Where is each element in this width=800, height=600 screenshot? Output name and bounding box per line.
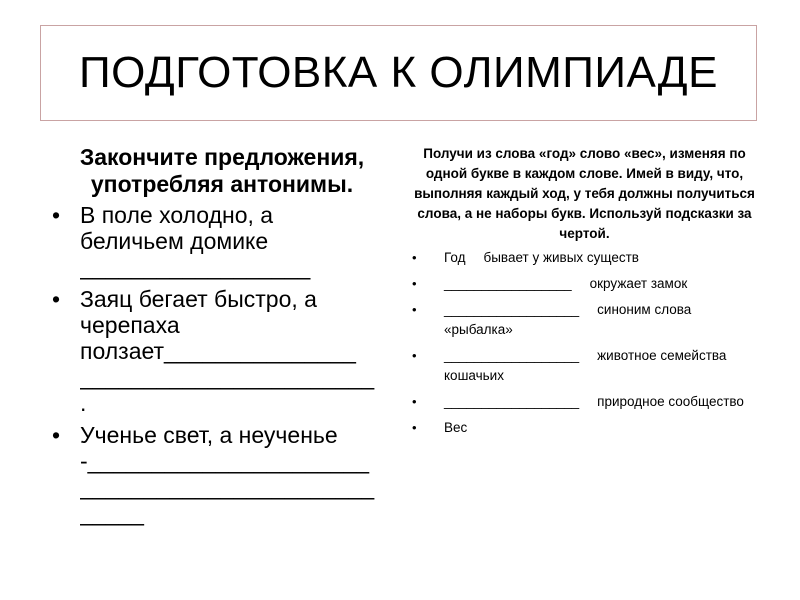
ladder-blank: __________________ <box>444 302 580 317</box>
bullet-icon: • <box>52 202 61 228</box>
item-line: Заяц бегает быстро, а <box>80 286 317 312</box>
left-heading: Закончите предложения, употребляя антонимы. <box>79 144 365 197</box>
ladder-word: Вес <box>444 420 468 435</box>
ladder-hint: окружает замок <box>589 276 688 291</box>
list-item <box>412 346 757 386</box>
list-item <box>52 286 392 416</box>
ladder-word: Год <box>444 250 466 265</box>
answer-blank: __________________ <box>80 254 311 280</box>
bullet-icon: • <box>412 348 417 363</box>
answer-blank: _____ <box>80 500 144 526</box>
list-item <box>412 392 757 412</box>
item-line: В поле холодно, а <box>80 202 274 228</box>
ladder-blank: __________________ <box>444 348 580 363</box>
bullet-icon: • <box>412 276 417 291</box>
ladder-hint: животное семейства кошачьих <box>444 348 727 383</box>
answer-blank: ползает_______________ <box>80 338 356 364</box>
left-column <box>52 144 392 532</box>
bullet-icon: • <box>412 394 417 409</box>
bullet-icon: • <box>412 250 417 265</box>
word-ladder-list <box>412 248 757 438</box>
answer-blank: -______________________ <box>80 448 370 474</box>
list-item <box>52 202 392 280</box>
answer-blank: _______________________ <box>80 364 375 390</box>
bullet-icon: • <box>52 286 61 312</box>
list-item <box>412 248 757 268</box>
list-item <box>412 274 757 294</box>
item-line: беличьем домике <box>80 228 269 254</box>
bullet-icon: • <box>52 422 61 448</box>
ladder-hint: бывает у живых существ <box>483 250 639 265</box>
ladder-blank: __________________ <box>444 394 580 409</box>
item-line: черепаха <box>80 312 180 338</box>
ladder-blank: _________________ <box>444 276 572 291</box>
task-instructions: Получи из слова «год» слово «вес», изменяя по одной букве в каждом слове. Имей в виду, что, выполняя каждый ход, у тебя должны получиться слова, а не наборы букв. Используй подсказки за чертой. <box>414 146 755 241</box>
item-line: . <box>80 390 87 416</box>
answer-blank: _______________________ <box>80 474 375 500</box>
item-line: Ученье свет, а неученье <box>80 422 338 448</box>
ladder-hint: синоним слова «рыбалка» <box>444 302 692 337</box>
bullet-icon: • <box>412 420 417 435</box>
list-item <box>412 418 757 438</box>
antonym-list <box>52 202 392 526</box>
title-frame <box>40 25 757 121</box>
page-title: ПОДГОТОВКА К ОЛИМПИАДЕ <box>79 48 718 97</box>
right-column <box>412 144 757 444</box>
ladder-hint: природное сообщество <box>597 394 744 409</box>
list-item <box>412 300 757 340</box>
list-item <box>52 422 392 526</box>
bullet-icon: • <box>412 302 417 317</box>
